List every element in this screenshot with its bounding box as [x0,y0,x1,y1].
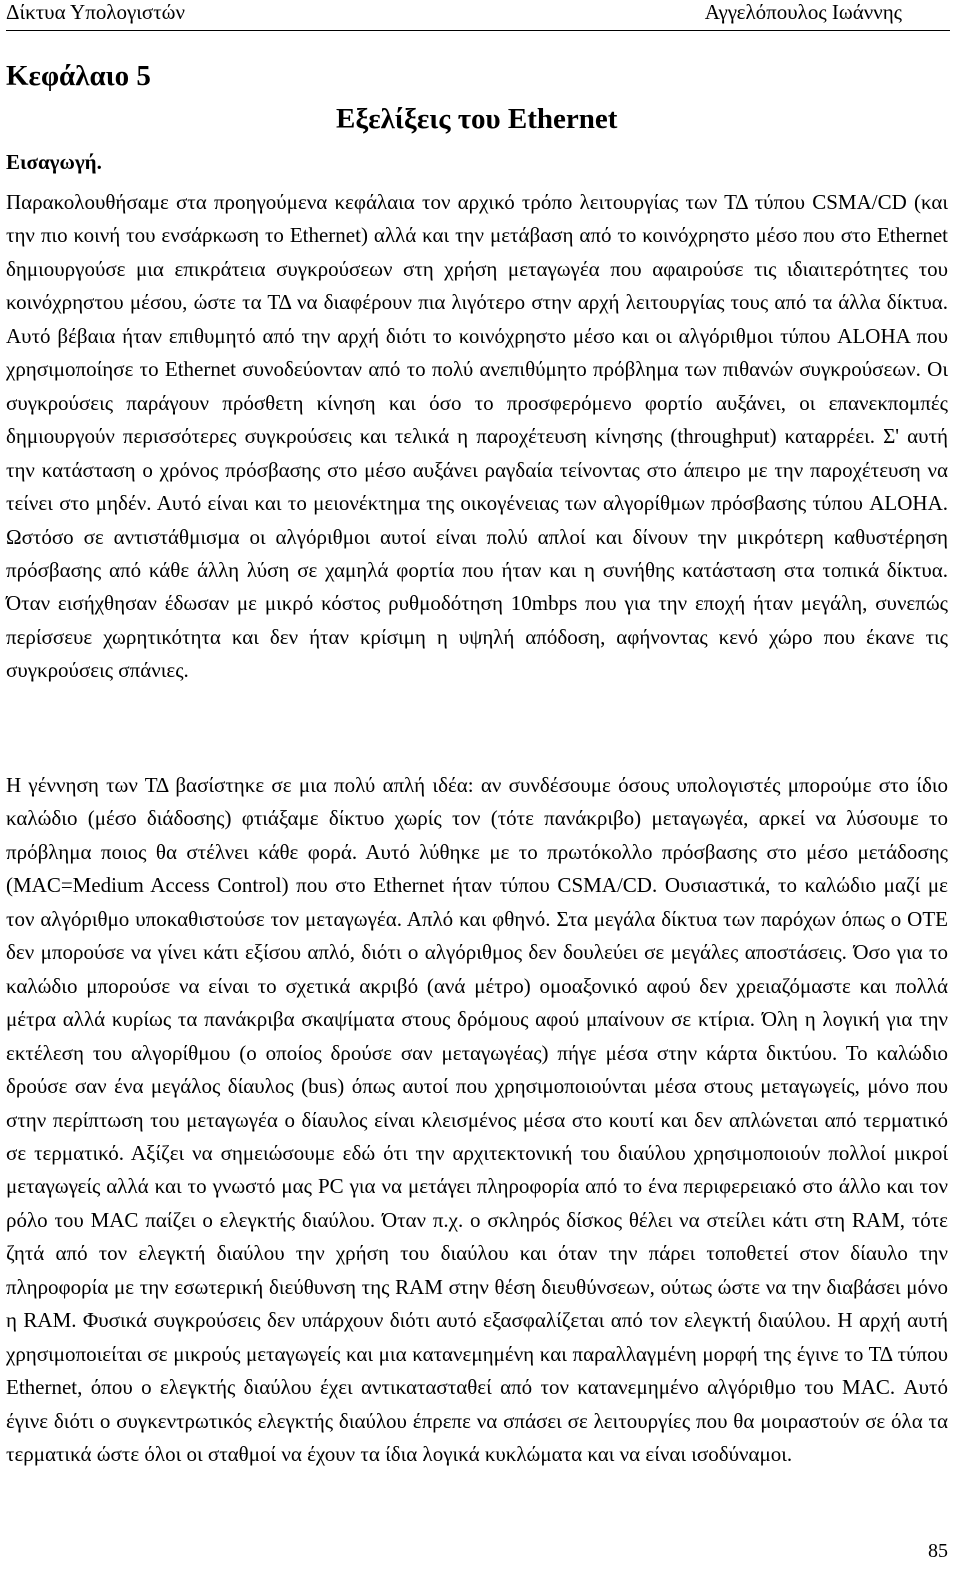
header-author: Αγγελόπουλος Ιωάννης [704,0,902,24]
running-header [6,0,950,31]
chapter-title: Εξελίξεις του Ethernet [336,103,618,135]
body-paragraph-1: Παρακολουθήσαμε στα προηγούμενα κεφάλαια τον αρχικό τρόπο λειτουργίας των ΤΔ τύπου CSMA/CD (και την πιο κοινή του ενσάρκωση το Ethernet) αλλά και την μετάβαση από το κοινόχρηστο μέσο που στο Ethernet δημιουργούσε μια επικράτεια συγκρούσεων στη χρήση μεταγωγέα που αφαιρούσε τις ιδιαιτερότητες του κοινόχρηστου μέσου, ώστε τα ΤΔ να διαφέρουν πια λιγότερο στην αρχή λειτουργίας τους από τα άλλα δίκτυα. Αυτό βέβαια ήταν επιθυμητό από την αρχή διότι το κοινόχρηστο μέσο και οι αλγόριθμοι τύπου ALOHA που χρησιμοποίησε το Ethernet συνοδεύονταν από το πολύ ανεπιθύμητο πρόβλημα των πιθανών συγκρούσεων. Οι συγκρούσεις παράγουν πρόσθετη κίνηση και όσο το προσφερόμενο φορτίο αυξάνει, οι επανεκπομπές δημιουργούν περισσότερες συγκρούσεις και τελικά η παροχέτευση κίνησης (throughput) καταρρέει. Σ' αυτή την κατάσταση ο χρόνος πρόσβασης στο μέσο αυξάνει ραγδαία τείνοντας στο άπειρο με την παροχέτευση να τείνει στο μηδέν. Αυτό είναι και το μειονέκτημα της οικογένειας των αλγορίθμων πρόσβασης τύπου ALOHA. Ωστόσο σε αντιστάθμισμα οι αλγόριθμοι αυτοί είναι πολύ απλοί και δίνουν την μικρότερη καθυστέρηση πρόσβασης από κάθε άλλη λύση σε χαμηλά φορτία που ήταν και η συνήθης κατάσταση στα τοπικά δίκτυα. Όταν εισήχθησαν έδωσαν με μικρό κόστος ρυθμοδότηση 10mbps που για την εποχή ήταν μεγάλη, συνεπώς περίσσευε χωρητικότητα και δεν ήταν κρίσιμη η υψηλή απόδοση, αφήνοντας κενό χώρο που έκανε τις συγκρούσεις σπάνιες. [6,190,948,683]
page-number: 85 [928,1540,948,1562]
section-heading-intro: Εισαγωγή. [6,150,102,174]
body-paragraph-2: Η γέννηση των ΤΔ βασίστηκε σε μια πολύ απλή ιδέα: αν συνδέσουμε όσους υπολογιστές μπορούμε στο ίδιο καλώδιο (μέσο διάδοσης) φτιάξαμε δίκτυο χωρίς τον (τότε πανάκριβο) μεταγωγέα, αρκεί να λύσουμε το πρόβλημα ποιος θα στέλνει κάθε φορά. Αυτό λύθηκε με το πρωτόκολλο πρόσβασης στο μέσο μετάδοσης (MAC=Medium Access Control) που στο Ethernet ήταν τύπου CSMA/CD. Ουσιαστικά, το καλώδιο μαζί με τον αλγόριθμο υποκαθιστούσε τον μεταγωγέα. Απλό και φθηνό. Στα μεγάλα δίκτυα των παρόχων όπως ο ΟΤΕ δεν μπορούσε να γίνει κάτι εξίσου απλό, διότι ο αλγόριθμος δεν δουλεύει σε μεγάλες αποστάσεις. Όσο για το καλώδιο μπορούσε να είναι το σχετικά ακριβό (ανά μέτρο) ομοαξονικό αφού δεν χρειαζόμαστε και πολλά μέτρα αλλά κυρίως τα πανάκριβα σκαψίματα στους δρόμους αφού μπαίνουν σε κτίρια. Όλη η λογική για την εκτέλεση του αλγορίθμου (ο οποίος δρούσε σαν μεταγωγέας) πήγε μέσα στην κάρτα δικτύου. Το καλώδιο δρούσε σαν ένα μεγάλος δίαυλος (bus) όπως αυτοί που χρησιμοποιούνται μέσα στους μεταγωγείς, μόνο που στην περίπτωση του μεταγωγέα ο δίαυλος είναι κλεισμένος μέσα στο κουτί και δεν απλώνεται από τερματικό σε τερματικό. Αξίζει να σημειώσουμε εδώ ότι την αρχιτεκτονική του διαύλου χρησιμοποιούν πολλοί μικροί μεταγωγείς αλλά και το γνωστό μας PC για να μετάγει πληροφορία από το ένα περιφερειακό στο άλλο και τον ρόλο του MAC παίζει ο ελεγκτής διαύλου. Όταν π.χ. ο σκληρός δίσκος θέλει να στείλει κάτι στη RAM, τότε ζητά από τον ελεγκτή διαύλου την χρήση του διαύλου και όταν την πάρει τοποθετεί στον δίαυλο την πληροφορία με την εσωτερική διεύθυνση της RAM στην θέση διευθύνσεων, ούτως ώστε να την διαβάσει μόνο η RAM. Φυσικά συγκρούσεις δεν υπάρχουν διότι αυτό εξασφαλίζεται από τον ελεγκτή διαύλου. Η αρχή αυτή χρησιμοποιείται σε μικρούς μεταγωγείς και μια κατανεμημένη και παραλλαγμένη μορφή της έγινε το ΤΔ τύπου Ethernet, όπου ο ελεγκτής διαύλου έχει αντικατασταθεί από τον κατανεμημένο αλγόριθμο του MAC. Αυτό έγινε διότι ο συγκεντρωτικός ελεγκτής διαύλου έπρεπε να σπάσει σε λειτουργίες που θα μοιραστούν σε όλα τα τερματικά ώστε όλοι οι σταθμοί να έχουν τα ίδια λογικά κυκλώματα και να είναι ισοδύναμοι. [6,773,948,1467]
header-book-title: Δίκτυα Υπολογιστών [6,0,186,24]
chapter-label: Κεφάλαιο 5 [6,60,151,92]
